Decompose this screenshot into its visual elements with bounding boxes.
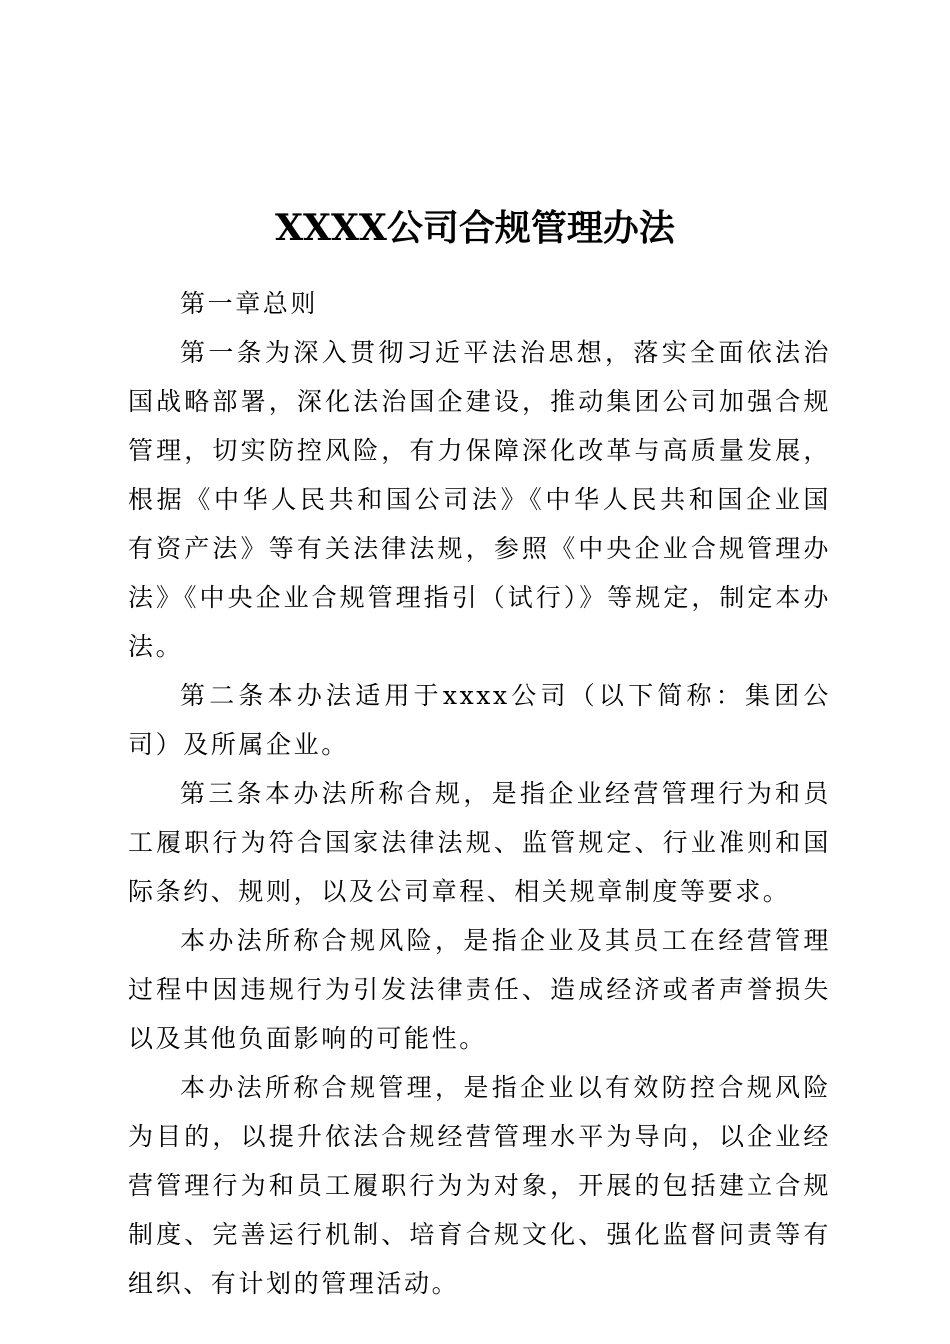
document-body <box>128 279 831 1308</box>
paragraph-article-2: 第二条本办法适用于xxxx公司（以下简称：集团公司）及所属企业。 <box>128 681 831 759</box>
paragraph-compliance-management: 本办法所称合规管理，是指企业以有效防控合规风险为目的，以提升依法合规经营管理水平为导向，以企业经营管理行为和员工履职行为为对象，开展的包括建立合规制度、完善运行机制、培育合规文化、强化监督问责等有组织、有计划的管理活动。 <box>128 1073 831 1298</box>
chapter-heading: 第一章总则 <box>180 289 319 318</box>
paragraph-article-3: 第三条本办法所称合规，是指企业经营管理行为和员工履职行为符合国家法律法规、监管规定、行业准则和国际条约、规则，以及公司章程、相关规章制度等要求。 <box>128 779 831 906</box>
paragraph-compliance-risk: 本办法所称合规风险，是指企业及其员工在经营管理过程中因违规行为引发法律责任、造成经济或者声誉损失以及其他负面影响的可能性。 <box>128 926 831 1053</box>
document-title: XXXX公司合规管理办法 <box>275 207 675 249</box>
paragraph-article-1: 第一条为深入贯彻习近平法治思想，落实全面依法治国战略部署，深化法治国企建设，推动集团公司加强合规管理，切实防控风险，有力保障深化改革与高质量发展，根据《中华人民共和国公司法》《中华人民共和国企业国有资产法》等有关法律法规，参照《中央企业合规管理办法》《中央企业合规管理指引（试行）》等规定，制定本办法。 <box>128 338 831 661</box>
